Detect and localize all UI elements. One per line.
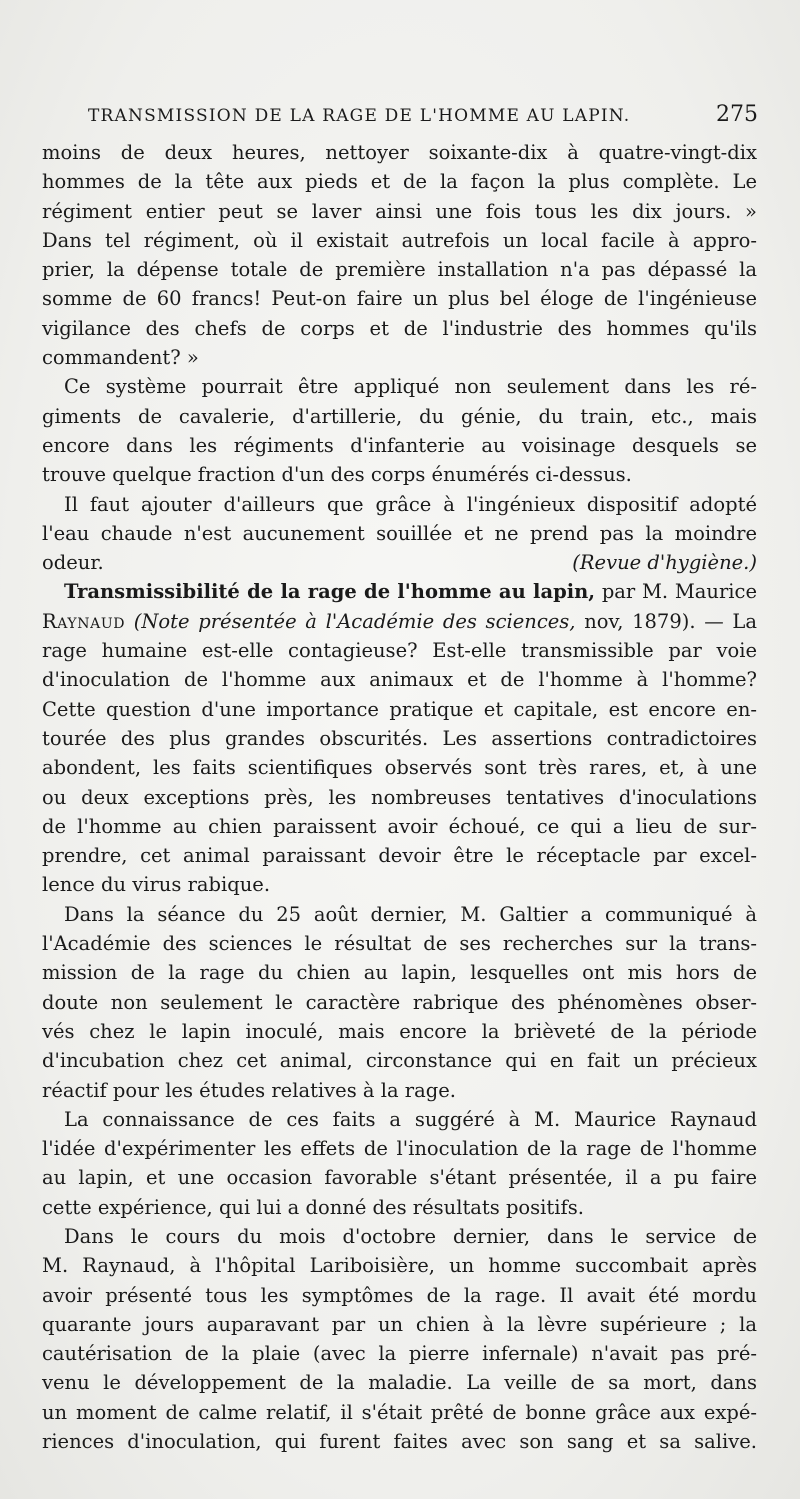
text-line: Dans la séance du 25 août dernier, M. Galtier a communiqué à bbox=[64, 902, 757, 926]
article-note: (Note présentée à l'Académie des sciences, bbox=[133, 609, 576, 633]
text-line bbox=[42, 548, 757, 577]
paragraph bbox=[42, 490, 757, 578]
paragraph bbox=[42, 372, 757, 489]
text-line: La connaissance de ces faits a suggéré à M. Maurice Raynaud bbox=[64, 1107, 757, 1131]
text-line: moins de deux heures, nettoyer soixante-dix à quatre-vingt-dix bbox=[42, 141, 757, 164]
text-line: Dans tel régiment, où il existait autrefois un local facile à appro- bbox=[42, 228, 757, 252]
text-line: cautérisation de la plaie (avec la pierre infernale) n'avait pas pré- bbox=[42, 1342, 757, 1366]
text-line: d'inoculation de l'homme aux animaux et de l'homme à l'homme? bbox=[42, 668, 757, 692]
text-line: Ce système pourrait être appliqué non seulement dans les ré- bbox=[64, 375, 757, 399]
text-line: Cette question d'une importance pratique et capitale, est encore en- bbox=[42, 697, 757, 721]
text-line: hommes de la tête aux pieds et de la façon la plus complète. Le bbox=[42, 170, 757, 194]
text-line: commandent? » bbox=[42, 346, 199, 370]
byline: par M. Maurice bbox=[601, 580, 758, 604]
text-line: M. Raynaud, à l'hôpital Lariboisière, un homme succombait après bbox=[42, 1254, 757, 1278]
text-line: mission de la rage du chien au lapin, lesquelles ont mis hors de bbox=[42, 961, 757, 985]
text-line: ou deux exceptions près, les nombreuses tentatives d'inoculations bbox=[42, 785, 757, 809]
text-line: quarante jours auparavant par un chien à la lèvre supérieure ; la bbox=[42, 1312, 757, 1336]
author-name: Raynaud bbox=[42, 609, 126, 633]
text-line: riences d'inoculation, qui furent faites avec son sang et sa salive. bbox=[42, 1430, 757, 1454]
text-line: au lapin, et une occasion favorable s'étant présentée, il a pu faire bbox=[42, 1166, 757, 1190]
text-line: cette expérience, qui lui a donné des résultats positifs. bbox=[42, 1195, 584, 1219]
text-line: un moment de calme relatif, il s'était prêté de bonne grâce aux expé- bbox=[42, 1400, 757, 1424]
text-line: doute non seulement le caractère rabrique des phénomènes obser- bbox=[42, 990, 757, 1014]
paragraph bbox=[42, 1222, 757, 1456]
running-title: TRANSMISSION DE LA RAGE DE L'HOMME AU LAPIN. bbox=[88, 106, 631, 126]
text-line: lence du virus rabique. bbox=[42, 873, 271, 897]
paragraph bbox=[42, 1105, 757, 1222]
source-citation: (Revue d'hygiène.) bbox=[572, 551, 757, 575]
text-line: prendre, cet animal paraissant devoir être le réceptacle par excel- bbox=[42, 844, 757, 868]
text-line: l'eau chaude n'est aucunement souillée et ne prend pas la moindre bbox=[42, 521, 757, 545]
text-line: prier, la dépense totale de première installation n'a pas dépassé la bbox=[42, 258, 757, 282]
text-line: abondent, les faits scientifiques observés sont très rares, et, à une bbox=[42, 756, 757, 780]
text-line bbox=[42, 607, 757, 636]
article-date: nov, 1879). bbox=[584, 609, 696, 633]
text-line: giments de cavalerie, d'artillerie, du génie, du train, etc., mais bbox=[42, 404, 757, 428]
text-line: l'Académie des sciences le résultat de ses recherches sur la trans- bbox=[42, 932, 757, 956]
running-header bbox=[88, 102, 758, 127]
article-title: Transmissibilité de la rage de l'homme au lapin, bbox=[64, 580, 596, 604]
paragraph bbox=[42, 138, 757, 372]
text-line bbox=[42, 577, 757, 606]
text-line: trouve quelque fraction d'un des corps énumérés ci-dessus. bbox=[42, 463, 632, 487]
text-line: de l'homme au chien paraissent avoir échoué, ce qui a lieu de sur- bbox=[42, 814, 757, 838]
text-line: avoir présenté tous les symptômes de la rage. Il avait été mordu bbox=[42, 1283, 757, 1307]
text-line: Il faut ajouter d'ailleurs que grâce à l'ingénieux dispositif adopté bbox=[64, 492, 757, 516]
text-line: Dans le cours du mois d'octobre dernier, dans le service de bbox=[64, 1224, 757, 1248]
page-body bbox=[42, 138, 757, 1456]
text-line: réactif pour les études relatives à la rage. bbox=[42, 1078, 456, 1102]
text-line: venu le développement de la maladie. La veille de sa mort, dans bbox=[42, 1371, 757, 1395]
text-line: l'idée d'expérimenter les effets de l'inoculation de la rage de l'homme bbox=[42, 1137, 757, 1161]
text-fragment: — La bbox=[704, 609, 758, 633]
text-line: vés chez le lapin inoculé, mais encore la brièveté de la période bbox=[42, 1019, 757, 1043]
text-line: rage humaine est-elle contagieuse? Est-elle transmissible par voie bbox=[42, 639, 757, 663]
page-number: 275 bbox=[716, 102, 758, 127]
text-line: encore dans les régiments d'infanterie au voisinage desquels se bbox=[42, 433, 757, 457]
text-line: somme de 60 francs! Peut-on faire un plus bel éloge de l'ingénieuse bbox=[42, 287, 757, 311]
paragraph bbox=[42, 900, 757, 1105]
text-line: régiment entier peut se laver ainsi une fois tous les dix jours. » bbox=[42, 199, 757, 223]
text-line: d'incubation chez cet animal, circonstance qui en fait un précieux bbox=[42, 1049, 757, 1073]
text-fragment: odeur. bbox=[42, 551, 104, 575]
text-line: vigilance des chefs de corps et de l'industrie des hommes qu'ils bbox=[42, 316, 757, 340]
text-line: tourée des plus grandes obscurités. Les assertions contradictoires bbox=[42, 726, 757, 750]
article-paragraph bbox=[42, 577, 757, 899]
